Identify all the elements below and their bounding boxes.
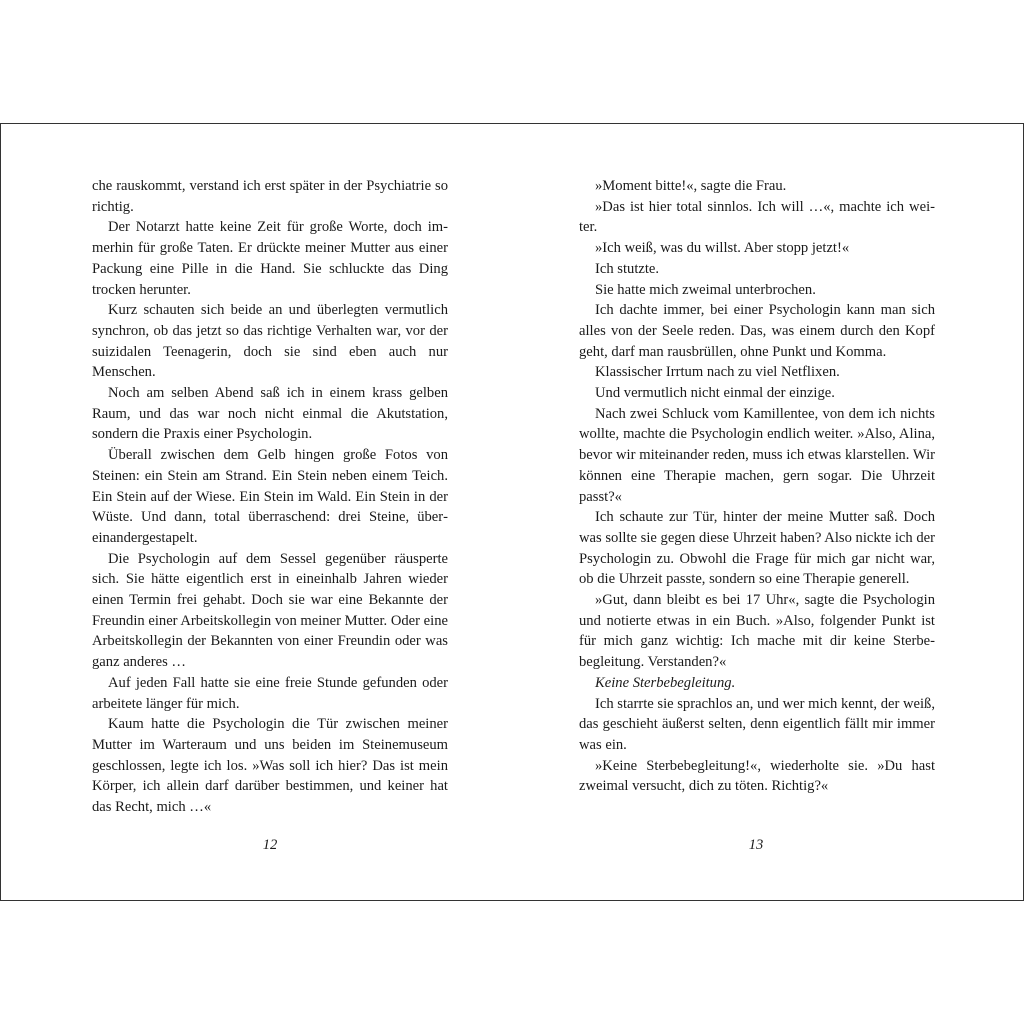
book-spread xyxy=(0,123,1024,901)
paragraph: »Keine Sterbebegleitung!«, wiederholte sie. »Du hast zweimal versucht, dich zu töten. Richtig?« xyxy=(579,757,935,795)
paragraph: Kaum hatte die Psychologin die Tür zwischen meiner Mutter im Warteraum und uns beiden im Steinemuseum geschlossen, legte ich los. »Was soll ich hier? Das ist mein Körper, ich allein darf darüber bestimmen, und keiner hat das Recht, mich …« xyxy=(92,716,448,816)
paragraph: Und vermutlich nicht einmal der einzige. xyxy=(595,385,835,402)
paragraph: che rauskommt, verstand ich erst später in der Psychiatrie so richtig. xyxy=(92,178,448,215)
paragraph: Kurz schauten sich beide an und überlegten vermutlich synchron, ob das jetzt so das richtige Verhalten war, vor der suizidalen Teenagerin, doch sie sind eben auch nur Menschen. xyxy=(92,302,448,381)
paragraph: Auf jeden Fall hatte sie eine freie Stunde gefunden oder arbeitete länger für mich. xyxy=(92,674,448,712)
paragraph: Sie hatte mich zweimal unterbrochen. xyxy=(595,281,816,298)
page-number-right: 13 xyxy=(748,837,764,853)
paragraph: Ich dachte immer, bei einer Psychologin kann man sich alles von der Seele reden. Das, was einem durch den Kopf geht, darf man rausbrüllen, ohne Punkt und Komma. xyxy=(579,302,935,360)
paragraph: Nach zwei Schluck vom Kamillentee, von dem ich nichts wollte, machte die Psychologin endlich weiter. »Also, Alina, bevor wir miteinander reden, muss ich etwas klarstellen. Wir können eine Therapie machen, gern sogar. Die Uhrzeit passt?« xyxy=(579,405,935,505)
left-page-text xyxy=(92,176,448,818)
paragraph: Überall zwischen dem Gelb hingen große Fotos von Steinen: ein Stein am Strand. Ein Stein neben einem Teich. Ein Stein auf der Wiese. Ein Stein im Wald. Ein Stein in der Wüste. Und dann, total überraschend: drei Steine, übereinandergestapelt. xyxy=(92,447,448,546)
paragraph: »Gut, dann bleibt es bei 17 Uhr«, sagte die Psychologin und notierte etwas in ein Buch. »Also, folgender Punkt ist für mich ganz wichtig: Ich mache mit dir keine Sterbebegleitung. Verstanden?« xyxy=(579,592,935,671)
paragraph: Klassischer Irrtum nach zu viel Netflixen. xyxy=(595,364,840,381)
page-number-left: 12 xyxy=(262,837,278,853)
paragraph: Ich starrte sie sprachlos an, und wer mich kennt, der weiß, das geschieht äußerst selten, denn eigentlich fällt mir immer was ein. xyxy=(579,695,936,753)
paragraph: »Ich weiß, was du willst. Aber stopp jetzt!« xyxy=(595,240,850,257)
paragraph: Der Notarzt hatte keine Zeit für große Worte, doch immerhin für große Taten. Er drückte meiner Mutter aus einer Packung eine Pille in die Hand. Sie schluckte das Ding trocken herunter. xyxy=(92,219,448,298)
paragraph: »Moment bitte!«, sagte die Frau. xyxy=(595,178,787,194)
paragraph: Die Psychologin auf dem Sessel gegenüber räusperte sich. Sie hätte eigentlich erst in eineinhalb Jahren wieder einen Termin frei gehabt. Doch sie war eine Bekannte der Freundin einer Arbeitskollegin von meiner Mutter. Oder eine Arbeitskollegin der Bekannten von einer Freundin oder was ganz anderes … xyxy=(92,550,448,671)
paragraph: »Das ist hier total sinnlos. Ich will …«, machte ich weiter. xyxy=(579,198,935,236)
paragraph: Ich schaute zur Tür, hinter der meine Mutter saß. Doch was sollte sie gegen diese Uhrzeit haben? Also nickte ich der Psychologin zu. Obwohl die Frage für mich gar nicht war, ob die Uhrzeit passte, sondern so eine Therapie generell. xyxy=(579,509,935,588)
italic-paragraph: Keine Sterbebegleitung. xyxy=(595,674,736,691)
paragraph: Ich stutzte. xyxy=(595,260,660,277)
right-page-text xyxy=(579,176,935,797)
paragraph: Noch am selben Abend saß ich in einem krass gelben Raum, und das war noch nicht einmal die Akutstation, sondern die Praxis einer Psychologin. xyxy=(92,385,448,443)
